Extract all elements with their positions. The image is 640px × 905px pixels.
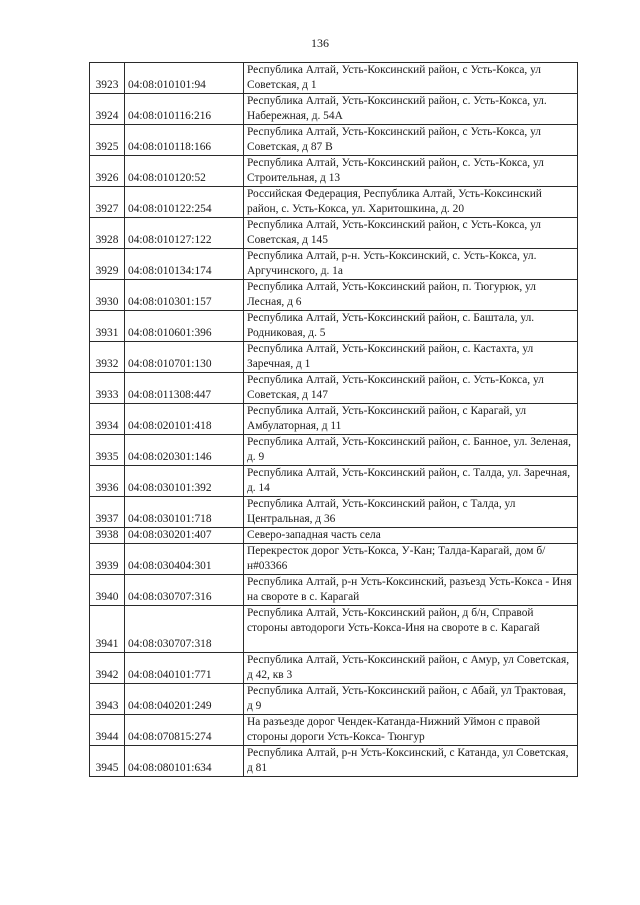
cadastral-number: 04:08:040101:771 xyxy=(125,653,244,684)
address: Республика Алтай, Усть-Коксинский район, п. Тюгурюк, ул Лесная, д 6 xyxy=(244,280,578,311)
address: Республика Алтай, Усть-Коксинский район, с Усть-Кокса, ул Советская, д 1 xyxy=(244,63,578,94)
address: Российская Федерация, Республика Алтай, Усть-Коксинский район, с. Усть-Кокса, ул. Харитошкина, д. 20 xyxy=(244,187,578,218)
row-number: 3927 xyxy=(90,187,125,218)
row-number: 3924 xyxy=(90,94,125,125)
table-row xyxy=(90,575,578,606)
cadastral-number: 04:08:010134:174 xyxy=(125,249,244,280)
row-number: 3928 xyxy=(90,218,125,249)
row-number: 3934 xyxy=(90,404,125,435)
page-number: 136 xyxy=(311,36,329,50)
cadastral-number: 04:08:010701:130 xyxy=(125,342,244,373)
cadastral-number: 04:08:030707:316 xyxy=(125,575,244,606)
address: Республика Алтай, р-н Усть-Коксинский, с Катанда, ул Советская, д 81 xyxy=(244,746,578,777)
address: Республика Алтай, Усть-Коксинский район, с. Усть-Кокса, ул Строительная, д 13 xyxy=(244,156,578,187)
address: Северо-западная часть села xyxy=(244,528,578,544)
row-number: 3942 xyxy=(90,653,125,684)
address: На разъезде дорог Чендек-Катанда-Нижний Уймон с правой стороны дороги Усть-Кокса- Тюнгур xyxy=(244,715,578,746)
table-row xyxy=(90,94,578,125)
cadastral-number: 04:08:010101:94 xyxy=(125,63,244,94)
cadastral-number: 04:08:020101:418 xyxy=(125,404,244,435)
table-row xyxy=(90,125,578,156)
cadastral-number: 04:08:020301:146 xyxy=(125,435,244,466)
table-row xyxy=(90,497,578,528)
table-row xyxy=(90,528,578,544)
row-number: 3931 xyxy=(90,311,125,342)
row-number: 3933 xyxy=(90,373,125,404)
row-number: 3945 xyxy=(90,746,125,777)
address: Республика Алтай, Усть-Коксинский район, д б/н, Справой стороны автодороги Усть-Кокса-Иня на свороте в с. Карагай xyxy=(244,606,578,653)
address: Республика Алтай, Усть-Коксинский район, с Усть-Кокса, ул Советская, д 145 xyxy=(244,218,578,249)
table-row xyxy=(90,684,578,715)
table-row xyxy=(90,606,578,653)
row-number: 3938 xyxy=(90,528,125,544)
cadastral-number: 04:08:010122:254 xyxy=(125,187,244,218)
table-row xyxy=(90,218,578,249)
cadastral-number: 04:08:011308:447 xyxy=(125,373,244,404)
row-number: 3936 xyxy=(90,466,125,497)
address: Перекресток дорог Усть-Кокса, У-Кан; Талда-Карагай, дом б/н#03366 xyxy=(244,544,578,575)
cadastral-number: 04:08:010127:122 xyxy=(125,218,244,249)
row-number: 3935 xyxy=(90,435,125,466)
cadastral-number: 04:08:010120:52 xyxy=(125,156,244,187)
table-row xyxy=(90,249,578,280)
cadastral-number: 04:08:030404:301 xyxy=(125,544,244,575)
address: Республика Алтай, р-н. Усть-Коксинский, с. Усть-Кокса, ул. Аргучинского, д. 1а xyxy=(244,249,578,280)
row-number: 3937 xyxy=(90,497,125,528)
cadastral-number: 04:08:030101:392 xyxy=(125,466,244,497)
property-registry-table xyxy=(89,62,578,777)
table-row xyxy=(90,63,578,94)
cadastral-number: 04:08:010118:166 xyxy=(125,125,244,156)
table-row xyxy=(90,715,578,746)
row-number: 3929 xyxy=(90,249,125,280)
table-row xyxy=(90,311,578,342)
address: Республика Алтай, Усть-Коксинский район, с. Кастахта, ул Заречная, д 1 xyxy=(244,342,578,373)
cadastral-number: 04:08:030201:407 xyxy=(125,528,244,544)
address: Республика Алтай, Усть-Коксинский район, с. Усть-Кокса, ул. Набережная, д. 54А xyxy=(244,94,578,125)
address: Республика Алтай, Усть-Коксинский район, с. Усть-Кокса, ул Советская, д 147 xyxy=(244,373,578,404)
row-number: 3939 xyxy=(90,544,125,575)
row-number: 3932 xyxy=(90,342,125,373)
row-number: 3943 xyxy=(90,684,125,715)
address: Республика Алтай, Усть-Коксинский район, с. Банное, ул. Зеленая, д. 9 xyxy=(244,435,578,466)
cadastral-number: 04:08:030707:318 xyxy=(125,606,244,653)
cadastral-number: 04:08:010301:157 xyxy=(125,280,244,311)
row-number: 3941 xyxy=(90,606,125,653)
row-number: 3944 xyxy=(90,715,125,746)
address: Республика Алтай, Усть-Коксинский район, с Усть-Кокса, ул Советская, д 87 В xyxy=(244,125,578,156)
cadastral-number: 04:08:010116:216 xyxy=(125,94,244,125)
address: Республика Алтай, р-н Усть-Коксинский, разъезд Усть-Кокса - Иня на свороте в с. Карагай xyxy=(244,575,578,606)
table-row xyxy=(90,373,578,404)
cadastral-number: 04:08:010601:396 xyxy=(125,311,244,342)
row-number: 3926 xyxy=(90,156,125,187)
cadastral-number: 04:08:070815:274 xyxy=(125,715,244,746)
table-row xyxy=(90,280,578,311)
table-row xyxy=(90,466,578,497)
row-number: 3930 xyxy=(90,280,125,311)
address: Республика Алтай, Усть-Коксинский район, с Абай, ул Трактовая, д 9 xyxy=(244,684,578,715)
row-number: 3940 xyxy=(90,575,125,606)
address: Республика Алтай, Усть-Коксинский район, с Амур, ул Советская, д 42, кв 3 xyxy=(244,653,578,684)
address: Республика Алтай, Усть-Коксинский район, с Карагай, ул Амбулаторная, д 11 xyxy=(244,404,578,435)
address: Республика Алтай, Усть-Коксинский район, с. Талда, ул. Заречная, д. 14 xyxy=(244,466,578,497)
row-number: 3925 xyxy=(90,125,125,156)
table-row xyxy=(90,404,578,435)
row-number: 3923 xyxy=(90,63,125,94)
table-row xyxy=(90,544,578,575)
cadastral-number: 04:08:080101:634 xyxy=(125,746,244,777)
address: Республика Алтай, Усть-Коксинский район, с. Баштала, ул. Родниковая, д. 5 xyxy=(244,311,578,342)
address: Республика Алтай, Усть-Коксинский район, с Талда, ул Центральная, д 36 xyxy=(244,497,578,528)
cadastral-number: 04:08:030101:718 xyxy=(125,497,244,528)
table-row xyxy=(90,187,578,218)
table-row xyxy=(90,156,578,187)
table-row xyxy=(90,653,578,684)
table-row xyxy=(90,746,578,777)
table-row xyxy=(90,435,578,466)
cadastral-number: 04:08:040201:249 xyxy=(125,684,244,715)
table-row xyxy=(90,342,578,373)
